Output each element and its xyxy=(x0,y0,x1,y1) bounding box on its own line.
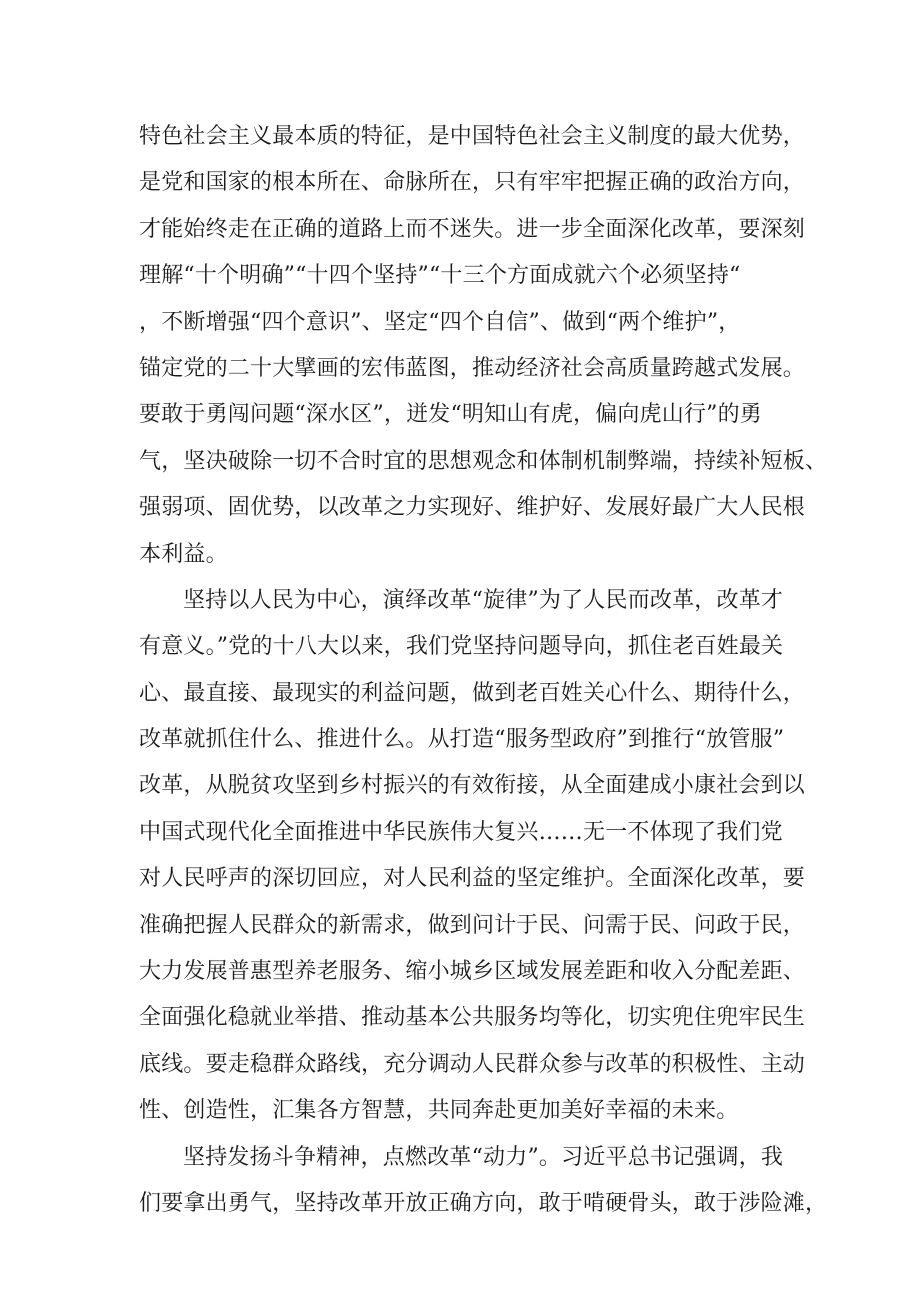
text-line: 理解“十个明确”“十四个坚持”“十三个方面成就六个必须坚持“ xyxy=(139,263,741,289)
body-text xyxy=(139,114,828,1227)
text-line: 本利益。 xyxy=(139,541,228,567)
text-line: 要敢于勇闯问题“深水区”，迸发“明知山有虎，偏向虎山行”的勇 xyxy=(139,402,762,428)
text-line: 中国式现代化全面推进中华民族伟大复兴……无一不体现了我们党 xyxy=(139,819,783,845)
text-line: 改革就抓住什么、推进什么。从打造“服务型政府”到推行“放管服” xyxy=(139,727,785,753)
text-line: 才能始终走在正确的道路上而不迷失。进一步全面深化改革，要深刻 xyxy=(139,216,806,242)
text-line: 对人民呼声的深切回应，对人民利益的坚定维护。全面深化改革，要 xyxy=(139,866,806,892)
paragraph-start-line: 坚持发扬斗争精神，点燃改革“动力”。习近平总书记强调，我 xyxy=(183,1144,784,1170)
text-line: 底线。要走稳群众路线，充分调动人民群众参与改革的积极性、主动 xyxy=(139,1051,806,1077)
text-line: 锚定党的二十大擘画的宏伟蓝图，推动经济社会高质量跨越式发展。 xyxy=(139,355,806,381)
text-line: 大力发展普惠型养老服务、缩小城乡区域发展差距和收入分配差距、 xyxy=(139,959,806,985)
text-line: 们要拿出勇气，坚持改革开放正确方向，敢于啃硬骨头，敢于涉险滩， xyxy=(139,1190,828,1216)
text-line: 全面强化稳就业举措、推动基本公共服务均等化，切实兜住兜牢民生 xyxy=(139,1005,806,1031)
text-line: ，不断增强“四个意识”、坚定“四个自信”、做到“两个维护”， xyxy=(139,309,741,335)
text-line: 心、最直接、最现实的利益问题，做到老百姓关心什么、期待什么， xyxy=(139,680,806,706)
text-line: 是党和国家的根本所在、命脉所在，只有牢牢把握正确的政治方向， xyxy=(139,170,806,196)
text-line: 特色社会主义最本质的特征，是中国特色社会主义制度的最大优势， xyxy=(139,124,806,149)
paragraph-start-line: 坚持以人民为中心，演绎改革“旋律”为了人民而改革，改革才 xyxy=(183,587,784,613)
text-line: 性、创造性，汇集各方智慧，共同奔赴更加美好幸福的未来。 xyxy=(139,1098,739,1124)
text-line: 准确把握人民群众的新需求，做到问计于民、问需于民、问政于民， xyxy=(139,912,806,938)
text-line: 气，坚决破除一切不合时宜的思想观念和体制机制弊端，持续补短板、 xyxy=(139,448,828,474)
text-line: 强弱项、固优势，以改革之力实现好、维护好、发展好最广大人民根 xyxy=(139,495,806,521)
text-line: 改革，从脱贫攻坚到乡村振兴的有效衔接，从全面建成小康社会到以 xyxy=(139,773,806,799)
text-line: 有意义。”党的十八大以来，我们党坚持问题导向，抓住老百姓最关 xyxy=(139,634,784,660)
